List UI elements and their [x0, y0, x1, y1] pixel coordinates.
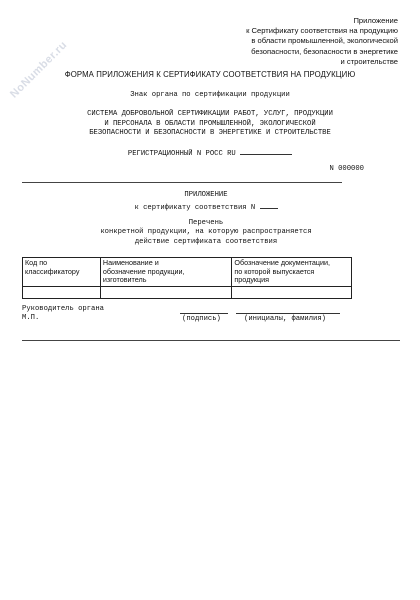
- table-cell[interactable]: [100, 286, 232, 298]
- table-header-row: [23, 258, 352, 287]
- header-line: продукция: [234, 275, 270, 285]
- watermark-text: NoNumber.ru: [8, 38, 70, 101]
- divider-line: [22, 182, 342, 183]
- organ-mark-caption: Знак органа по сертификации продукции: [130, 91, 290, 99]
- appendix-note: [218, 16, 398, 67]
- system-name: [0, 110, 420, 139]
- seal-label: М.П.: [22, 314, 40, 323]
- products-table: [22, 257, 352, 299]
- header-line: Обозначение документации,: [234, 258, 331, 267]
- header-line: Наименование и: [102, 258, 159, 267]
- registration-label: РЕГИСТРАЦИОННЫЙ N РОСС RU: [127, 150, 236, 158]
- header-line: Код по: [25, 258, 48, 267]
- table-row: [23, 286, 352, 298]
- system-name-line: БЕЗОПАСНОСТИ И БЕЗОПАСНОСТИ В ЭНЕРГЕТИКЕ И СТРОИТЕЛЬСТВЕ: [89, 129, 331, 138]
- appendix-note-line: безопасности, безопасности в энергетике: [251, 46, 398, 56]
- head-label: Руководитель органа: [22, 305, 104, 313]
- certificate-number: N 000000: [329, 165, 364, 173]
- appendix-note-line: в области промышленной, экологической: [251, 36, 398, 46]
- system-name-line: СИСТЕМА ДОБРОВОЛЬНОЙ СЕРТИФИКАЦИИ РАБОТ, УСЛУГ, ПРОДУКЦИИ: [87, 110, 333, 118]
- appendix-heading: ПРИЛОЖЕНИЕ: [184, 191, 228, 199]
- appendix-to-label: к сертификату соответствия N: [134, 204, 256, 212]
- bottom-divider: [22, 340, 400, 341]
- form-title: ФОРМА ПРИЛОЖЕНИЯ К СЕРТИФИКАТУ СООТВЕТСТВИЯ НА ПРОДУКЦИЮ: [64, 70, 356, 79]
- table-cell[interactable]: [23, 286, 101, 298]
- appendix-to-line: [0, 201, 416, 214]
- appendix-note-line: к Сертификату соответствия на продукцию: [246, 26, 398, 36]
- header-product-name: [100, 258, 232, 287]
- header-code: [23, 258, 101, 287]
- header-documentation: [232, 258, 352, 287]
- appendix-number-blank: [260, 201, 278, 209]
- list-description: [0, 228, 416, 247]
- registration-blank: [240, 147, 292, 155]
- header-line: обозначение продукции,: [102, 266, 185, 276]
- list-description-line: действие сертификата соответствия: [134, 237, 278, 246]
- name-caption: (инициалы, фамилия): [244, 315, 326, 323]
- name-line: [236, 313, 340, 314]
- header-line: классификатору: [25, 266, 80, 276]
- registration-line: [0, 147, 420, 160]
- header-line: по которой выпускается: [234, 266, 315, 276]
- signature-caption: (подпись): [182, 315, 221, 323]
- list-description-line: конкретной продукции, на которую распространяется: [100, 228, 312, 236]
- signature-line: [180, 313, 228, 314]
- table-cell[interactable]: [232, 286, 352, 298]
- appendix-note-line: Приложение: [353, 16, 398, 25]
- system-name-line: И ПЕРСОНАЛА В ОБЛАСТИ ПРОМЫШЛЕННОЙ, ЭКОЛОГИЧЕСКОЙ: [104, 119, 316, 128]
- appendix-note-line: и строительстве: [340, 56, 398, 66]
- header-line: изготовитель: [102, 275, 147, 285]
- list-title: Перечень: [188, 219, 224, 227]
